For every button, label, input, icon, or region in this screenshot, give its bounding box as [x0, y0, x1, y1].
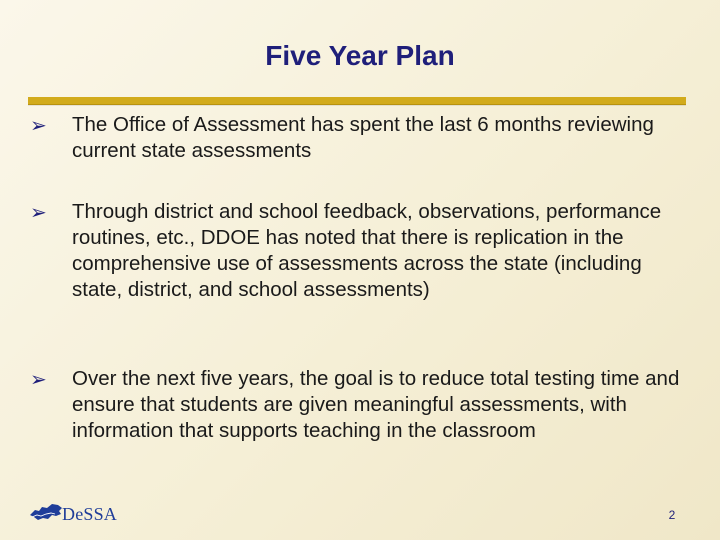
bullet-text: Over the next five years, the goal is to reduce total testing time and ensure that students are given meaningful assessments, with information that supports teaching in the classroom	[72, 367, 680, 442]
bullet-text: Through district and school feedback, observations, performance routines, etc., DDOE has noted that there is replication in the comprehensive use of assessments across the state (including state, district, and school assessments)	[72, 200, 662, 301]
arrow-bullet-icon: ➢	[30, 367, 47, 391]
arrow-bullet-icon: ➢	[30, 200, 47, 224]
bullet-item	[30, 366, 690, 444]
page-number: 2	[668, 508, 676, 522]
dessa-logo	[28, 500, 128, 528]
bullet-item	[30, 199, 690, 303]
bullet-item	[30, 112, 690, 164]
delaware-state-map-icon	[28, 502, 64, 522]
logo-text: DeSSA	[62, 504, 118, 524]
slide-title: Five Year Plan	[265, 40, 455, 71]
arrow-bullet-icon: ➢	[30, 113, 47, 137]
bullet-text: The Office of Assessment has spent the last 6 months reviewing current state assessments	[72, 113, 654, 162]
